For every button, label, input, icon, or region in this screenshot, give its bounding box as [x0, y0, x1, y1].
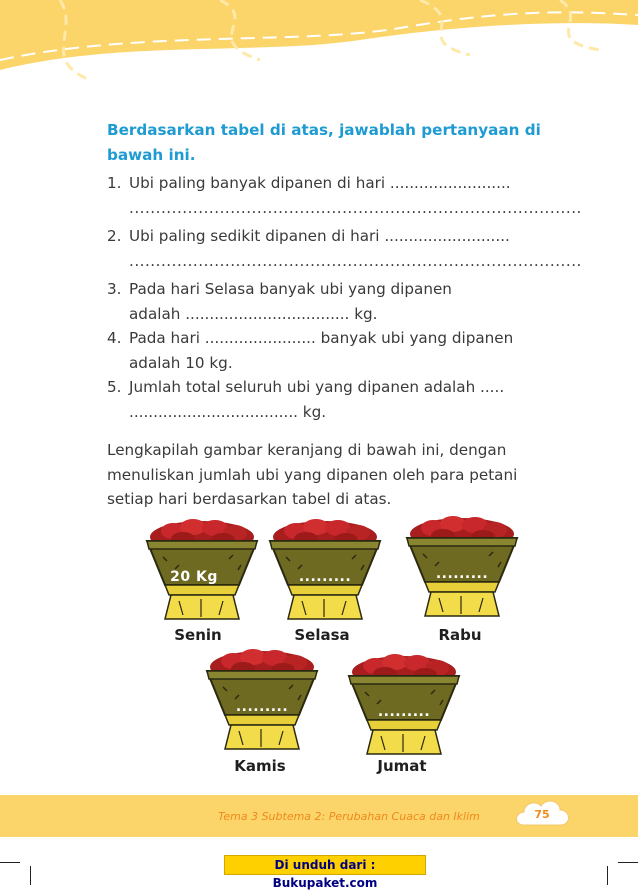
day-label: Senin — [174, 626, 222, 644]
exercise-content — [107, 118, 582, 512]
question-item — [107, 375, 557, 424]
page-number: 75 — [534, 808, 550, 821]
question-item — [107, 224, 582, 273]
crop-mark — [618, 862, 638, 863]
question-number: 2. — [107, 227, 122, 245]
day-label: Rabu — [438, 626, 482, 644]
basket-senin — [143, 515, 261, 625]
question-item — [107, 326, 557, 375]
answer-blank: ..................................................................................... — [129, 198, 582, 217]
download-source-banner[interactable] — [224, 855, 426, 890]
basket-jumat — [345, 650, 463, 760]
basket-selasa — [266, 515, 384, 625]
question-number: 3. — [107, 280, 122, 298]
question-item — [107, 277, 557, 326]
basket-weight-label: ......... — [377, 704, 431, 720]
day-label: Selasa — [294, 626, 350, 644]
basket-weight-label: ......... — [235, 699, 289, 715]
header-swirl-decoration — [0, 0, 638, 100]
download-source-text: Di unduh dari : Bukupaket.com — [272, 858, 378, 890]
question-text: Pada hari ....................... banyak ubi yang dipanen — [129, 329, 514, 347]
instruction-heading: Berdasarkan tabel di atas, jawablah pertanyaan di bawah ini. — [107, 121, 541, 164]
basket-weight-label: ......... — [435, 566, 489, 582]
basket-rabu — [403, 512, 521, 622]
question-text: Jumlah total seluruh ubi yang dipanen adalah ..... — [129, 378, 505, 396]
crop-mark — [607, 866, 608, 885]
answer-blank: ..................................................................................... — [129, 251, 582, 270]
question-text: adalah .................................. kg. — [129, 304, 378, 323]
day-label: Jumat — [377, 757, 427, 775]
basket-kamis — [203, 645, 321, 755]
question-text: Pada hari Selasa banyak ubi yang dipanen — [129, 280, 452, 298]
instruction-paragraph: Lengkapilah gambar keranjang di bawah ini, dengan menuliskan jumlah ubi yang dipanen oleh para petani setiap hari berdasarkan tabel di atas. — [107, 441, 518, 508]
day-label: Kamis — [234, 757, 286, 775]
question-item — [107, 171, 582, 220]
question-text: Ubi paling sedikit dipanen di hari .......................... — [129, 227, 510, 245]
question-number: 5. — [107, 378, 122, 396]
question-text: adalah 10 kg. — [129, 353, 233, 372]
basket-weight-label: ......... — [298, 569, 352, 585]
basket-weight-label: 20 Kg — [170, 569, 218, 585]
question-number: 1. — [107, 174, 122, 192]
question-text: ................................... kg. — [129, 402, 327, 421]
page-header-band — [0, 0, 638, 100]
question-text: Ubi paling banyak dipanen di hari ......................... — [129, 174, 511, 192]
crop-mark — [0, 862, 20, 863]
question-number: 4. — [107, 329, 122, 347]
footer-chapter-title: Tema 3 Subtema 2: Perubahan Cuaca dan Iklim — [218, 810, 480, 823]
crop-mark — [30, 866, 31, 885]
